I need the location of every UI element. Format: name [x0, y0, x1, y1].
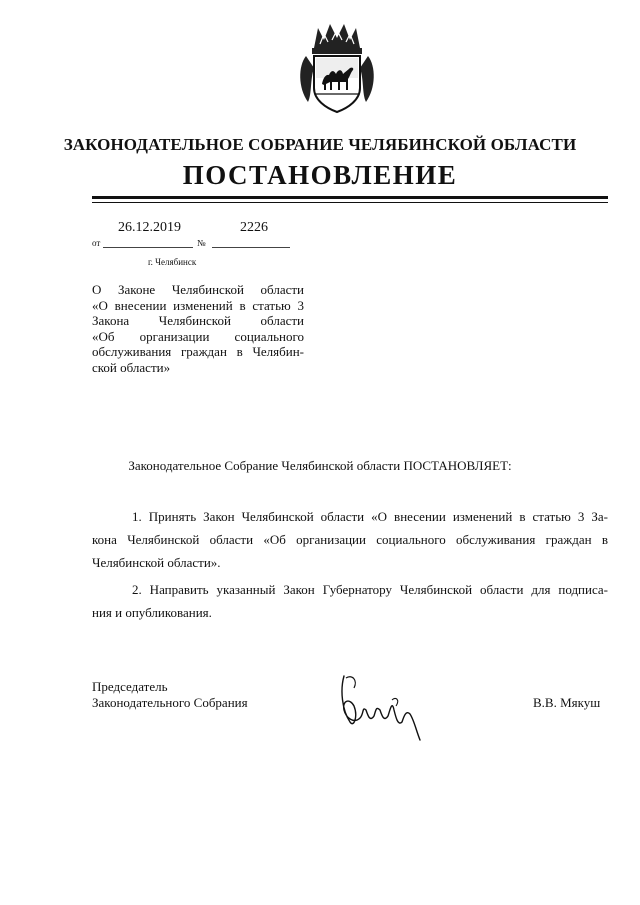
coat-of-arms-icon: [296, 22, 378, 114]
position-line: Законодательного Собрания: [92, 695, 248, 710]
subject-line: О Законе Челябинской области: [92, 282, 304, 297]
assembly-title: ЗАКОНОДАТЕЛЬНОЕ СОБРАНИЕ ЧЕЛЯБИНСКОЙ ОБЛАСТИ: [63, 135, 577, 154]
paragraph-line: Челябинской области».: [92, 555, 221, 570]
position-line: Председатель: [92, 679, 168, 694]
document-date: 26.12.2019: [118, 220, 181, 235]
subject-line: обслуживания граждан в Челябин-: [92, 344, 304, 359]
handwritten-signature-icon: [332, 670, 432, 746]
paragraph-2: [92, 578, 608, 624]
subject-line: «Об организации социального: [92, 328, 304, 344]
date-underline: [103, 247, 193, 248]
number-underline: [212, 247, 290, 248]
signatory-position: [92, 679, 248, 711]
resolution-subject: [92, 282, 304, 375]
paragraph-line: ния и опубликования.: [92, 605, 212, 620]
paragraph-line: 1. Принять Закон Челябинской области «О внесении изменений в статью 3 За-: [132, 509, 608, 524]
city-label: г. Челябинск: [148, 257, 197, 267]
document-type-title: ПОСТАНОВЛЕНИЕ: [182, 160, 458, 190]
header-divider-thin: [92, 202, 608, 203]
date-prefix-label: от: [92, 238, 101, 248]
header-divider-thick: [92, 196, 608, 199]
paragraph-line: 2. Направить указанный Закон Губернатору Челябинской области для подписа-: [132, 582, 608, 597]
paragraph-line: кона Челябинской области «Об организации социального обслуживания граждан в: [92, 532, 608, 547]
preamble: Законодательное Собрание Челябинской области ПОСТАНОВЛЯЕТ:: [128, 458, 512, 473]
paragraph-1: [92, 505, 608, 574]
number-prefix-label: №: [197, 238, 206, 248]
subject-line: ской области»: [92, 359, 171, 375]
subject-line: «О внесении изменений в статью 3: [92, 297, 304, 313]
subject-line: Закона Челябинской области: [92, 313, 304, 328]
document-number: 2226: [240, 220, 268, 235]
signatory-name: В.В. Мякуш: [533, 695, 601, 710]
